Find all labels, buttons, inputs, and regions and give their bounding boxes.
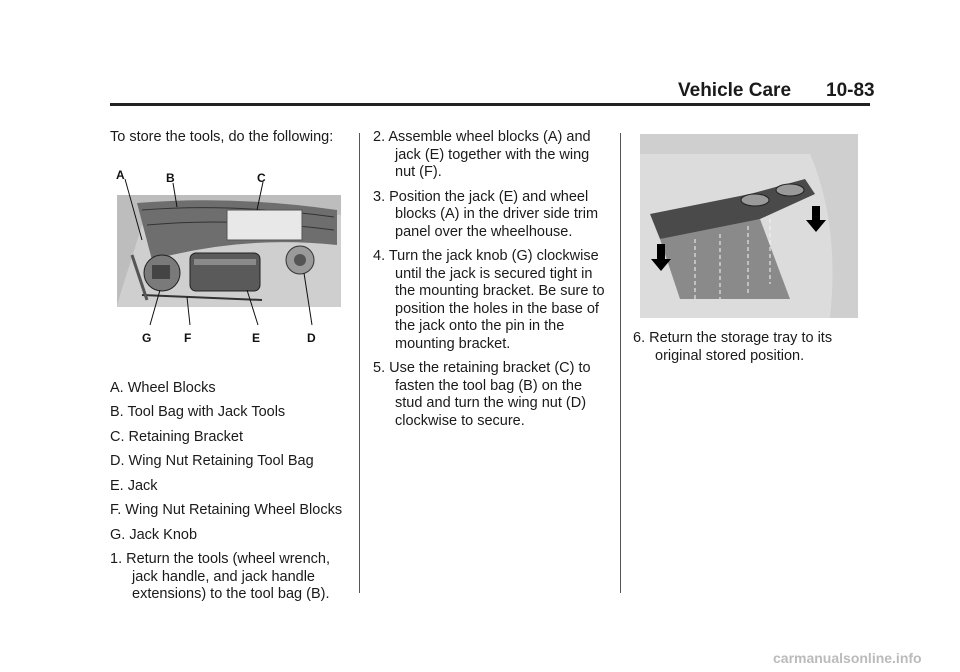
callout-d: D bbox=[307, 331, 316, 345]
column-divider bbox=[359, 133, 360, 593]
step-2: 2. Assemble wheel blocks (A) and jack (E) together with the wing nut (F). bbox=[373, 129, 591, 180]
section-title: Vehicle Care bbox=[678, 80, 792, 101]
step-1: 1. Return the tools (wheel wrench, jack handle, and jack handle extensions) to the tool bag (B). bbox=[110, 551, 331, 602]
jack-shape bbox=[190, 253, 260, 291]
jack-storage-illustration bbox=[112, 165, 344, 350]
step-3: 3. Position the jack (E) and wheel blocks (A) in the driver side trim panel over the wheelhouse. bbox=[373, 188, 599, 240]
callout-g: G bbox=[142, 331, 152, 345]
watermark: carmanualsonline.info bbox=[773, 650, 922, 666]
column-3 bbox=[633, 330, 863, 372]
legend-item-d: D. Wing Nut Retaining Tool Bag bbox=[110, 453, 314, 469]
legend-item-a: A. Wheel Blocks bbox=[110, 379, 216, 396]
legend-item-b: B. Tool Bag with Jack Tools bbox=[110, 404, 286, 420]
intro-text: To store the tools, do the following: bbox=[110, 129, 334, 145]
column-2 bbox=[373, 129, 611, 437]
storage-tray-illustration bbox=[640, 134, 858, 318]
legend-item-f: F. Wing Nut Retaining Wheel Blocks bbox=[110, 502, 343, 518]
step-5: 5. Use the retaining bracket (C) to fasten the tool bag (B) on the stud and turn the wing nut (D) clockwise to secure. bbox=[373, 360, 591, 429]
page-number: 10-83 bbox=[826, 80, 875, 101]
callout-a: A bbox=[116, 168, 125, 182]
callout-c: C bbox=[257, 171, 266, 185]
legend-item-g: G. Jack Knob bbox=[110, 526, 198, 543]
callout-f: F bbox=[184, 331, 192, 345]
column-divider bbox=[620, 133, 621, 593]
step-4: 4. Turn the jack knob (G) clockwise until the jack is secured tight in the mounting bracket. Be sure to position the holes in the base of the jack onto the pin in the mounting bracket. bbox=[373, 248, 605, 352]
header-rule bbox=[110, 103, 870, 106]
callout-e: E bbox=[252, 331, 261, 345]
legend-item-c: C. Retaining Bracket bbox=[110, 428, 243, 445]
step-6: 6. Return the storage tray to its original stored position. bbox=[633, 330, 833, 364]
callout-b: B bbox=[166, 171, 175, 185]
retaining-bracket-shape bbox=[227, 210, 302, 240]
legend-item-e: E. Jack bbox=[110, 477, 158, 494]
